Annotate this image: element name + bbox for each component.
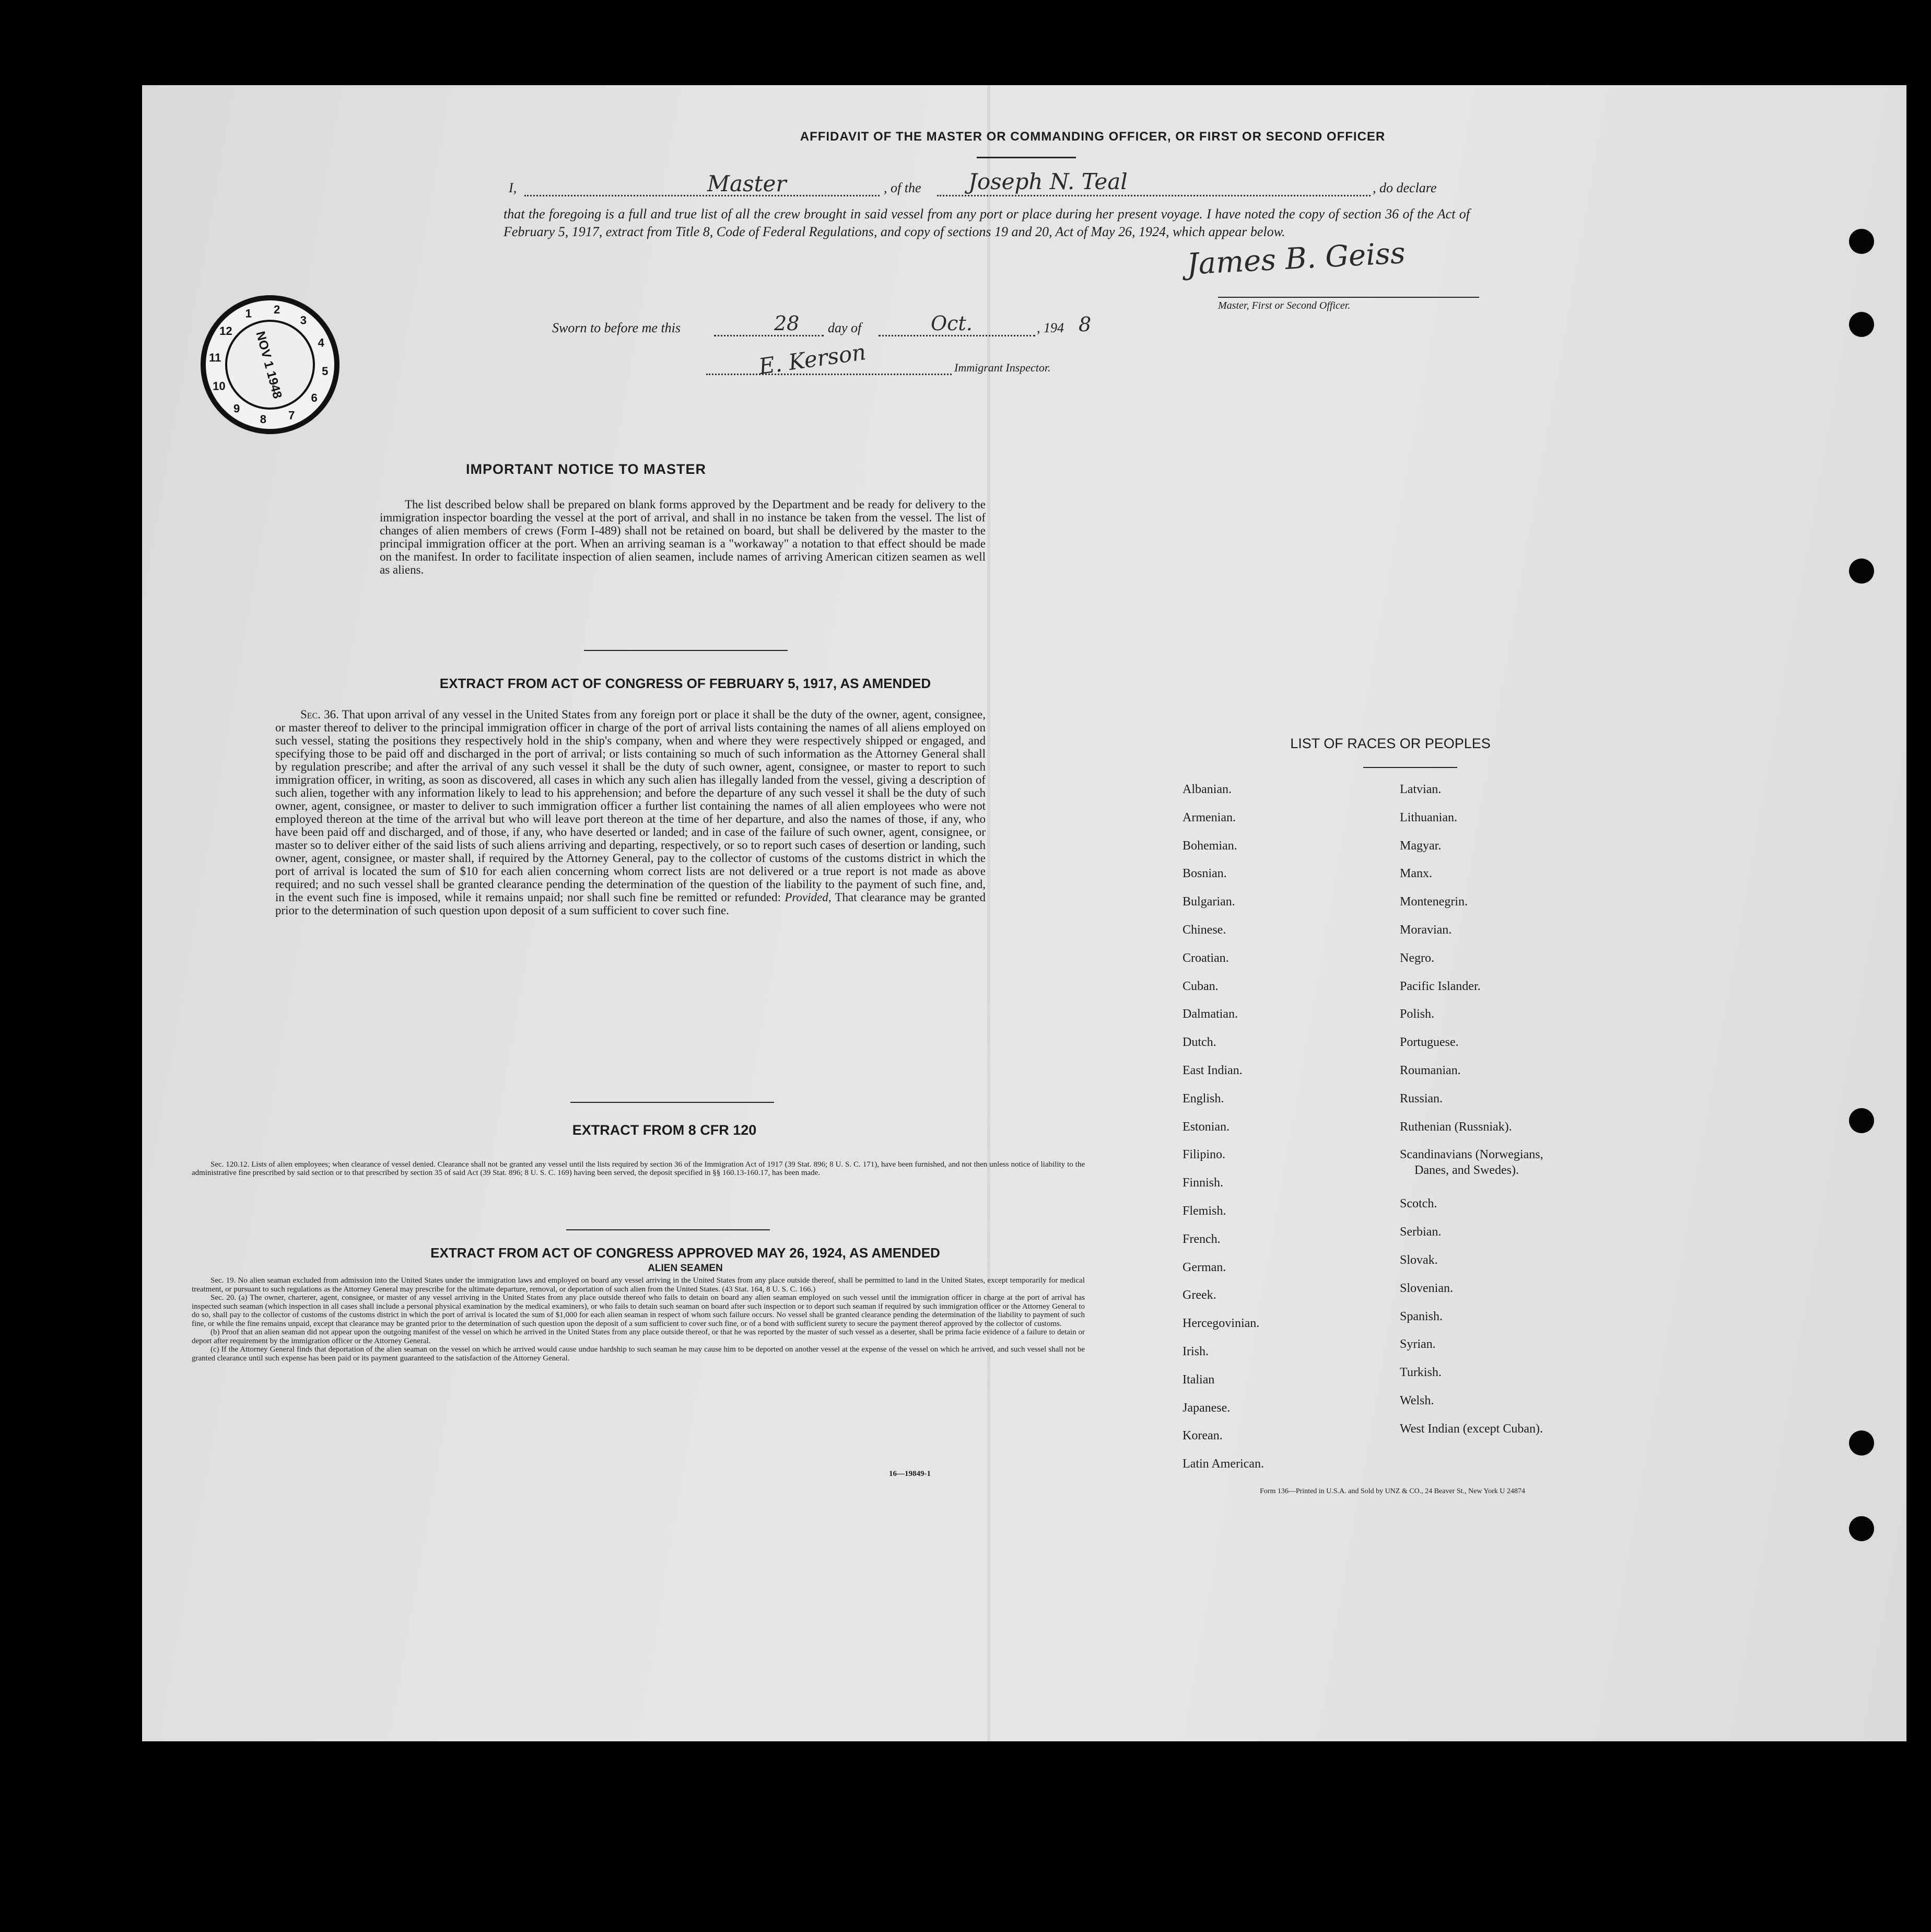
- race-item: Turkish.: [1400, 1366, 1442, 1380]
- race-item: East Indian.: [1183, 1064, 1243, 1077]
- stamp-icon: [200, 294, 341, 435]
- section-divider: [584, 650, 788, 651]
- day-of-label: day of: [828, 320, 862, 335]
- stamp-number: 1: [245, 307, 252, 320]
- extract-1924-text: [192, 1276, 1085, 1363]
- race-item: Manx.: [1400, 867, 1432, 881]
- race-item: Welsh.: [1400, 1394, 1434, 1407]
- stamp-number: 10: [213, 379, 226, 393]
- extract-1924-heading: EXTRACT FROM ACT OF CONGRESS APPROVED MAY 26, 1924, AS AMENDED: [430, 1245, 940, 1261]
- race-item: German.: [1183, 1260, 1226, 1274]
- stamp-number: 8: [260, 413, 267, 426]
- stamp-number: 11: [209, 351, 221, 364]
- section-36-text: That upon arrival of any vessel in the United States from any foreign port or place it shall be the duty of the owner, agent, consignee, or master thereof to deliver to the principal immigration officer in charge of the port of arrival lists containing the names of all aliens employed on such vessel, stating the positions they respectively hold in the ship's company, when and where they were respectively shipped or engaged, and specifying those to be paid off and discharged in the port of arrival; or lists containing so much of such information as the Attorney General shall by regulation prescribe; and after the arrival of any such vessel it shall be the duty of such owner, agent, consignee, or master to report to such immigration officer, in writing, as soon as discovered, all cases in which any such alien has illegally landed from the vessel, giving a description of such alien, together with any information likely to lead to his apprehension; and before the departure of any such vessel it shall be the duty of such owner, agent, consignee, or master to deliver to such immigration officer a further list containing the names of all alien employees who were not employed thereon at the time of the arrival but who will leave port thereon at the time of her departure, and also the names of those, if any, who have been paid off and discharged, and of those, if any, who have deserted or landed; and in case of the failure of such owner, agent, consignee, or master so to deliver either of the said lists of such aliens arriving and departing, respectively, or so to report such cases of desertion or landing, such owner, agent, consignee, or master shall, if required by the Attorney General, pay to the collector of customs of the customs district in which the port of arrival is located the sum of $10 for each alien concerning whom correct lists are not delivered or a true report is not made as above required; and no such vessel shall be granted clearance pending the determination of the question of the liability to the payment of such fine, and, in the event such fine is imposed, while it remains unpaid; nor shall such fine be remitted or refunded:: [275, 708, 986, 904]
- race-item: Finnish.: [1183, 1176, 1224, 1190]
- stamp-date: NOV 1 1948: [253, 330, 285, 400]
- vessel-handwritten: Joseph N. Teal: [968, 169, 1128, 194]
- year-prefix: , 194: [1037, 320, 1064, 335]
- sec-20c-text: (c) If the Attorney General finds that deportation of the alien seaman on the vessel on which he arrived would cause undue hardship to such seaman he may cause him to be deported on another vessel at the expense of the vessel on which he arrived, and such vessel shall not be granted clearance until such expense has been paid or its payment guaranteed to the satisfaction of the Attorney General.: [192, 1345, 1085, 1363]
- race-item: Polish.: [1400, 1007, 1435, 1021]
- race-item: Estonian.: [1183, 1120, 1230, 1134]
- race-item: Albanian.: [1183, 783, 1232, 796]
- race-item: Negro.: [1400, 951, 1434, 965]
- race-item: Slovak.: [1400, 1253, 1438, 1267]
- race-item: Serbian.: [1400, 1225, 1442, 1239]
- punch-hole: [1849, 558, 1874, 584]
- proviso-label: Provided,: [785, 891, 832, 904]
- affidavit-line1: [509, 169, 1632, 201]
- stamp-number: 5: [322, 365, 329, 378]
- document-page: [142, 85, 1906, 1741]
- stamp-number: 7: [288, 409, 295, 422]
- section-36-label: Sec. 36.: [300, 708, 339, 721]
- race-item: Greek.: [1183, 1288, 1216, 1302]
- rank-handwritten: Master: [707, 171, 787, 196]
- race-item: Hercegovinian.: [1183, 1317, 1260, 1331]
- notice-heading: IMPORTANT NOTICE TO MASTER: [466, 461, 706, 477]
- stamp-number: 12: [219, 324, 232, 338]
- race-item: Filipino.: [1183, 1148, 1226, 1162]
- race-item: Montenegrin.: [1400, 895, 1468, 909]
- race-item: Slovenian.: [1400, 1281, 1453, 1295]
- punch-hole: [1849, 1516, 1874, 1541]
- race-item: Croatian.: [1183, 951, 1229, 965]
- notice-text: The list described below shall be prepared on blank forms approved by the Department and be ready for delivery to the immigration inspector boarding the vessel at the port of arrival, and shall in no instance be taken from the vessel. The list of changes of alien members of crews (Form I-489) shall not be retained on board, but shall be delivered by the master to the principal immigration officer at the port. When an arriving seaman is a "workaway" a notation to that effect should be made on the manifest. In order to facilitate inspection of alien seamen, include names of arriving American citizen seamen as well as aliens.: [380, 498, 986, 576]
- punch-hole: [1849, 1430, 1874, 1456]
- race-item: Russian.: [1400, 1091, 1443, 1105]
- stamp-number: 2: [273, 302, 280, 316]
- race-item: Armenian.: [1183, 810, 1236, 824]
- sworn-line: [552, 312, 1336, 341]
- race-item: Ruthenian (Russniak).: [1400, 1120, 1512, 1134]
- race-item: Irish.: [1183, 1345, 1209, 1358]
- race-item: Latvian.: [1400, 783, 1442, 796]
- sworn-day: 28: [774, 312, 800, 335]
- race-item: Pacific Islander.: [1400, 979, 1481, 993]
- extract-1917-text: [275, 708, 986, 917]
- race-item: Scotch.: [1400, 1197, 1437, 1211]
- inspector-blank: [706, 374, 952, 375]
- master-signature: James B. Geiss: [1186, 236, 1407, 282]
- inspection-stamp: [200, 294, 341, 435]
- form-printer-note: Form 136—Printed in U.S.A. and Sold by UNZ & CO., 24 Beaver St., New York U 24874: [1260, 1487, 1525, 1495]
- month-blank: [879, 335, 1035, 336]
- race-item: Moravian.: [1400, 923, 1452, 937]
- stamp-number: 3: [300, 313, 307, 327]
- section-divider: [566, 1229, 770, 1230]
- race-item: Chinese.: [1183, 923, 1226, 937]
- punch-hole: [1849, 229, 1874, 254]
- signature-line: [1218, 297, 1479, 298]
- race-item: Japanese.: [1183, 1401, 1231, 1415]
- race-item: Danes, and Swedes).: [1414, 1163, 1519, 1178]
- line1-prefix: I,: [509, 180, 517, 195]
- race-item: Bosnian.: [1183, 867, 1227, 881]
- race-item: Magyar.: [1400, 839, 1442, 853]
- inspector-signature: E. Kerson: [757, 339, 868, 380]
- alien-seamen-subheading: ALIEN SEAMEN: [648, 1263, 723, 1274]
- race-item: Portuguese.: [1400, 1035, 1459, 1050]
- form-code: 16—19849-1: [889, 1470, 931, 1478]
- day-blank: [714, 335, 824, 336]
- race-item: Latin American.: [1183, 1457, 1264, 1471]
- punch-hole: [1849, 312, 1874, 337]
- inspector-caption: Immigrant Inspector.: [954, 361, 1051, 374]
- race-item: West Indian (except Cuban).: [1400, 1422, 1543, 1436]
- race-item: Dutch.: [1183, 1035, 1216, 1050]
- stamp-number: 9: [233, 402, 240, 415]
- affidavit-heading: AFFIDAVIT OF THE MASTER OR COMMANDING OFFICER, OR FIRST OR SECOND OFFICER: [800, 130, 1386, 144]
- vessel-blank: [937, 195, 1371, 196]
- sec-20a-text: Sec. 20. (a) The owner, charterer, agent, consignee, or master of any vessel arriving in the United States from any place outside thereof who fails to detain on board any alien seaman employed on such vessel until the immigration officer in charge at the port of arrival has inspected such seaman (which inspection in all cases shall include a personal physical examination by the medical examiners), or who fails to detain such seaman on board after such inspection or to deport such seaman if required by such immigration officer or the Attorney General to do so, shall pay to the collector of customs of the customs district in which the port of arrival is located the sum of $1,000 for each alien seaman in respect of whom such failure occurs. No vessel shall be granted clearance pending the determination of the liability to payment of such fine, or while the fine remains unpaid, except that clearance may be granted prior to the determination of such question upon the deposit of a sum sufficient to cover such fine, or of a bond with sufficient surety to secure the payment thereof approved by the collector of customs.: [192, 1294, 1085, 1328]
- race-item: English.: [1183, 1091, 1224, 1105]
- rank-blank: [524, 195, 880, 196]
- race-item: French.: [1183, 1232, 1221, 1246]
- cfr-heading: EXTRACT FROM 8 CFR 120: [572, 1122, 757, 1138]
- race-item: Korean.: [1183, 1429, 1223, 1443]
- cfr-text: Sec. 120.12. Lists of alien employees; when clearance of vessel denied. Clearance shall not be granted any vessel until the lists required by section 36 of the Immigration Act of 1917 (39 Stat. 896; 8 U. S. C. 171), have been furnished, and not then unless notice of liability to the administrative fine prescribed by said section or to that prescribed by section 35 of said Act (39 Stat. 896; 8 U. S. C. 169) having been served, the deposit specified in §§ 160.13-160.17, has been made.: [192, 1160, 1085, 1177]
- stamp-number: 4: [318, 336, 324, 350]
- line1-suffix: , do declare: [1373, 180, 1437, 195]
- race-item: Bulgarian.: [1183, 895, 1235, 909]
- race-item: Lithuanian.: [1400, 810, 1457, 824]
- sworn-prefix: Sworn to before me this: [552, 320, 681, 335]
- sec-20b-text: (b) Proof that an alien seaman did not appear upon the outgoing manifest of the vessel on which he arrived in the United States from any place outside thereof, or that he was reported by the master of such vessel as a deserter, shall be prima facie evidence of a failure to detain or deport after requirement by the immigration officer or the Attorney General.: [192, 1328, 1085, 1345]
- race-item: Scandinavians (Norwegians,: [1400, 1148, 1543, 1162]
- sworn-month: Oct.: [931, 312, 973, 335]
- line1-mid: , of the: [884, 180, 921, 195]
- race-item: Italian: [1183, 1372, 1215, 1387]
- stamp-number: 6: [311, 391, 318, 404]
- section-divider: [570, 1102, 774, 1103]
- heading-rule: [977, 157, 1076, 158]
- year-digit: 8: [1079, 313, 1092, 336]
- races-rule: [1363, 767, 1457, 768]
- race-item: Flemish.: [1183, 1204, 1226, 1218]
- race-item: Spanish.: [1400, 1309, 1443, 1323]
- affidavit-body: that the foregoing is a full and true list of all the crew brought in said vessel from any port or place during her present voyage. I have noted the copy of section 36 of the Act of February 5, 1917, extract from Title 8, Code of Federal Regulations, and copy of sections 19 and 20, Act of May 26, 1924, which appear below.: [504, 206, 1470, 239]
- race-item: Roumanian.: [1400, 1064, 1461, 1077]
- race-item: Cuban.: [1183, 979, 1219, 993]
- race-item: Dalmatian.: [1183, 1007, 1238, 1021]
- race-item: Bohemian.: [1183, 839, 1237, 853]
- race-item: Syrian.: [1400, 1337, 1436, 1352]
- extract-1917-heading: EXTRACT FROM ACT OF CONGRESS OF FEBRUARY 5, 1917, AS AMENDED: [439, 676, 931, 691]
- sec-19-text: Sec. 19. No alien seaman excluded from admission into the United States under the immigration laws and employed on board any vessel arriving in the United States from any place outside thereof, shall be permitted to land in the United States, except temporarily for medical treatment, or pursuant to such regulations as the Attorney General may prescribe for the ultimate departure, removal, or deportation of such alien from the United States. (43 Stat. 164, 8 U. S. C. 166.): [192, 1276, 1085, 1294]
- proviso-text: That clearance may be granted prior to the determination of such question upon deposit of a sum sufficient to cover such fine.: [275, 891, 986, 917]
- signature-caption: Master, First or Second Officer.: [1218, 300, 1351, 311]
- punch-hole: [1849, 1108, 1874, 1133]
- races-heading: LIST OF RACES OR PEOPLES: [1290, 736, 1491, 751]
